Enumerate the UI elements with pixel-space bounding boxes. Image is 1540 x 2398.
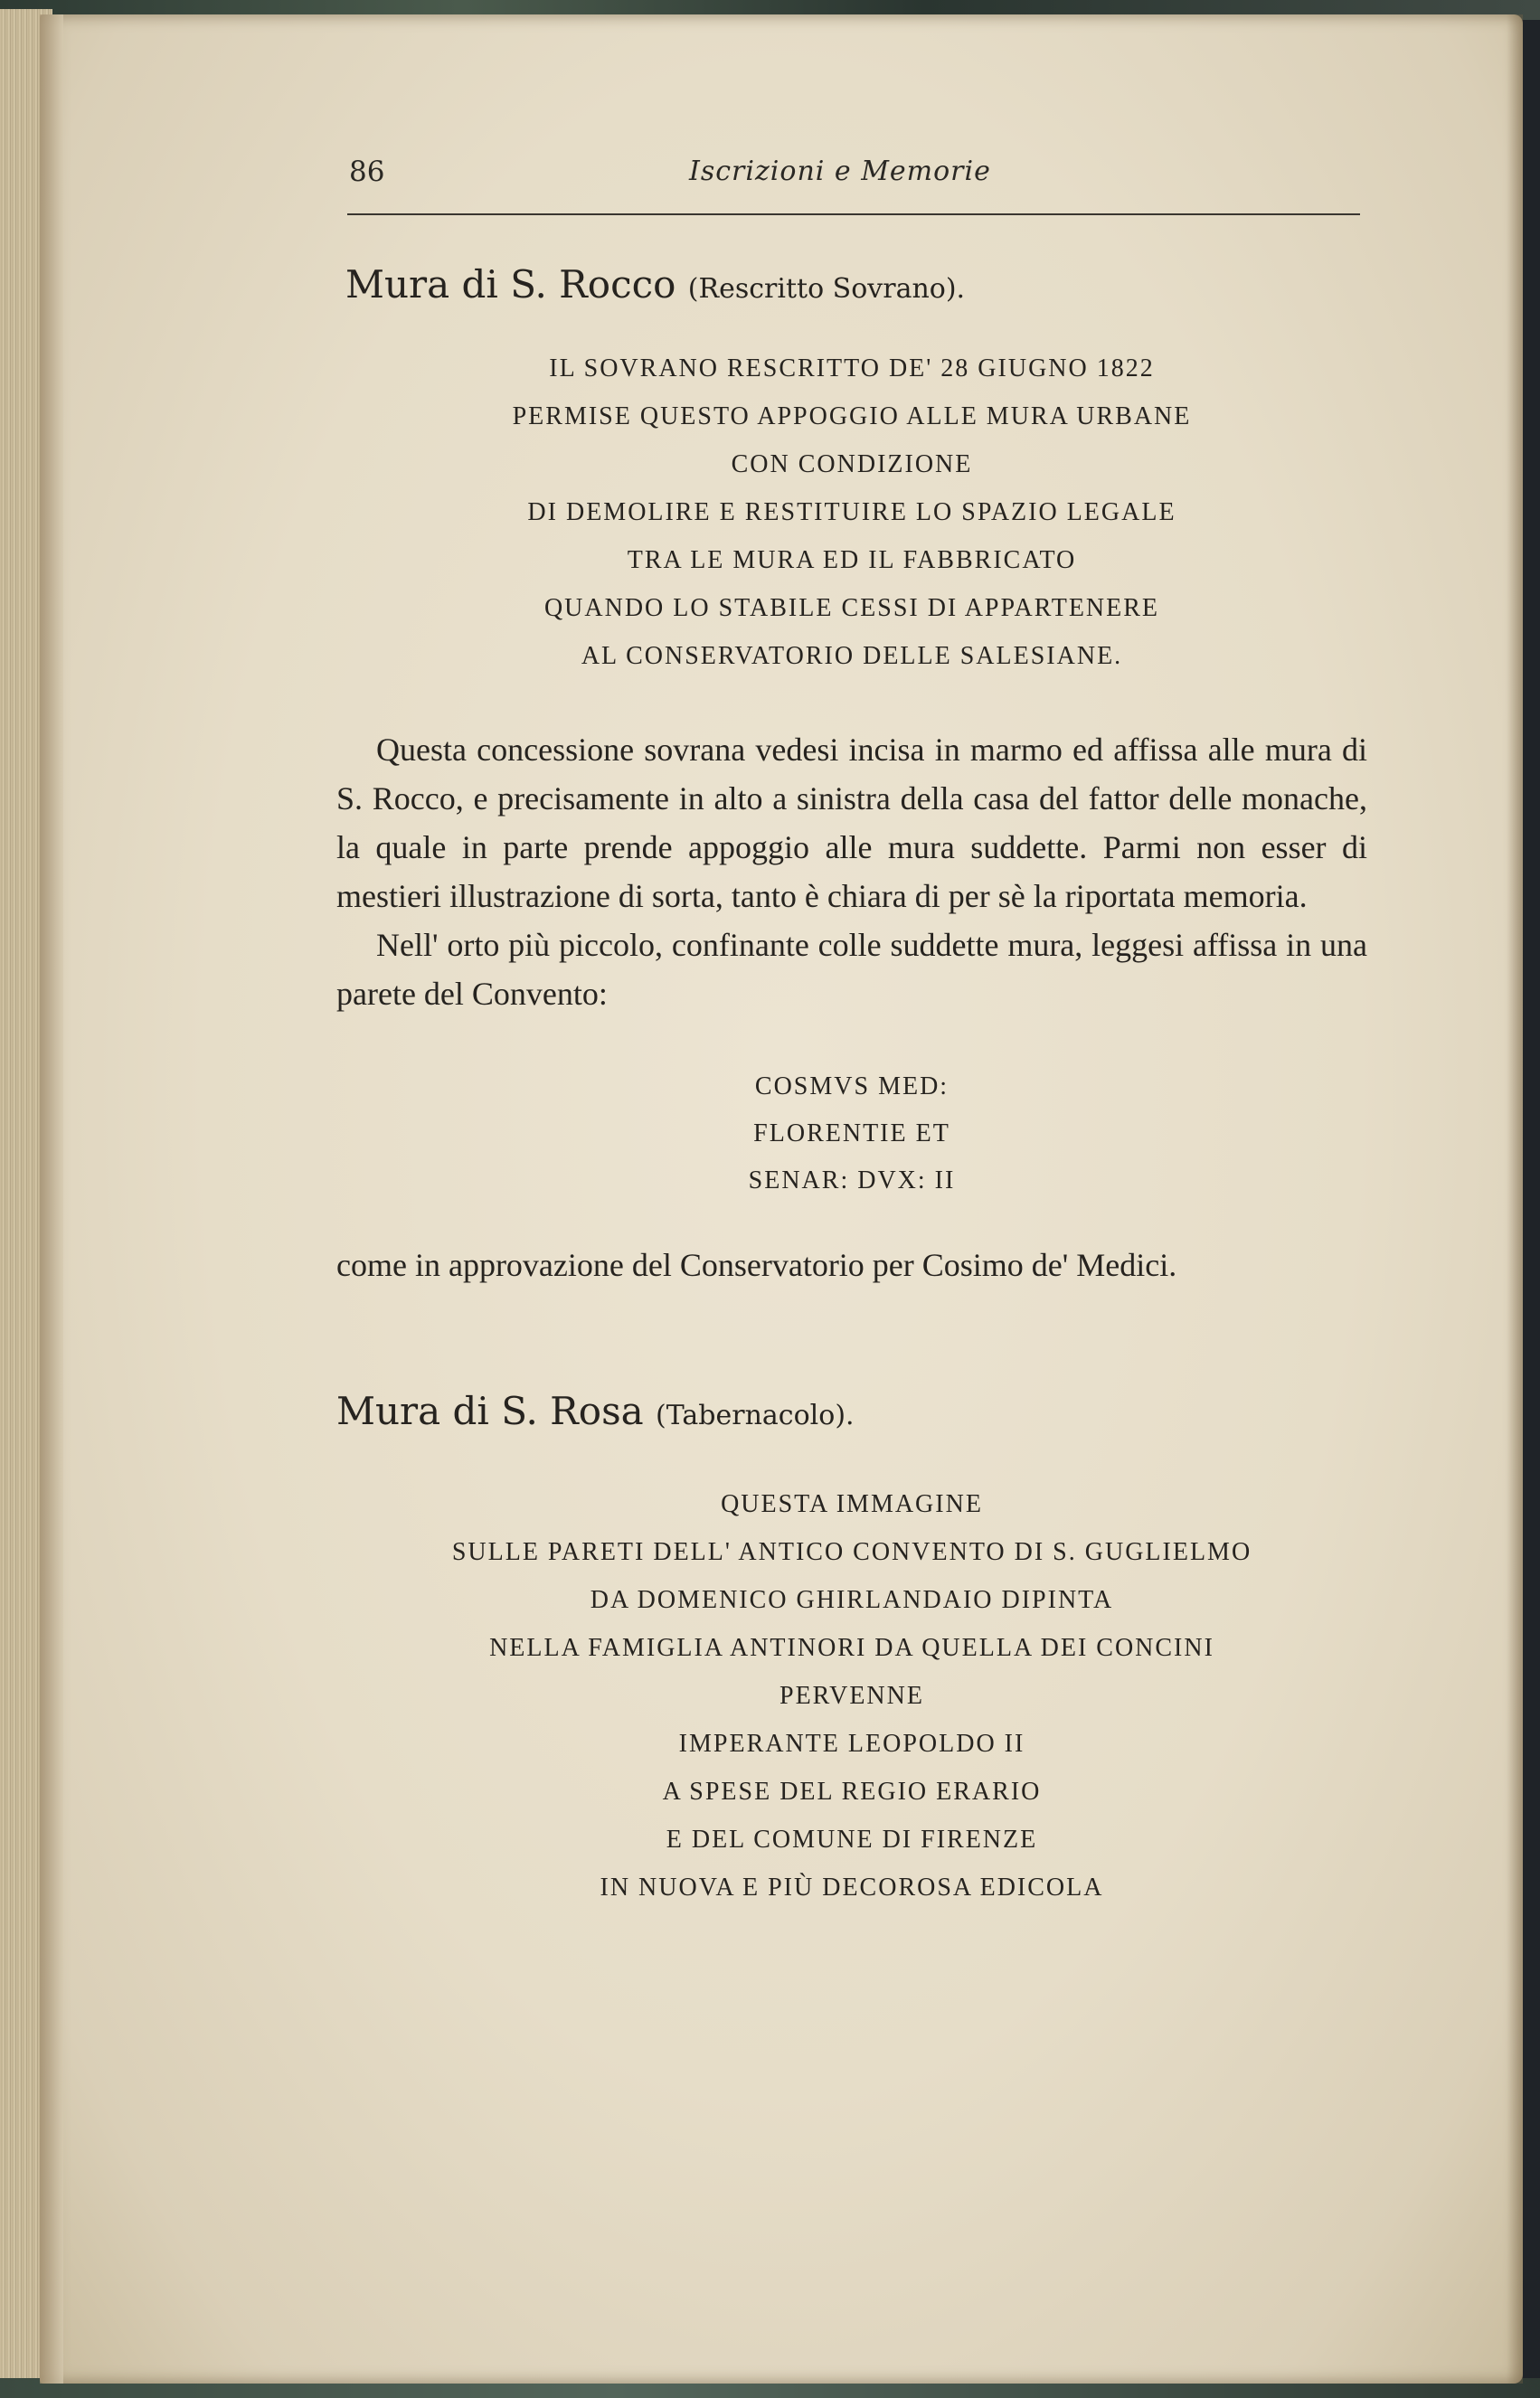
section-subtitle: (Rescritto Sovrano). (687, 273, 966, 305)
inscription-line: IMPERANTE LEOPOLDO II (678, 1730, 1025, 1758)
section-title-s-rocco (345, 253, 1367, 321)
header-rule (347, 213, 1360, 215)
inscription-line: QUANDO LO STABILE CESSI DI APPARTENERE (543, 594, 1160, 622)
inscription-line: AL CONSERVATORIO DELLE SALESIANE. (581, 642, 1123, 670)
inscription-line: PERVENNE (779, 1682, 924, 1710)
inscription-line: NELLA FAMIGLIA ANTINORI DA QUELLA DEI CONCINI (489, 1634, 1214, 1662)
page-gutter (40, 14, 63, 2384)
inscription-line: IL SOVRANO RESCRITTO DE' 28 GIUGNO 1822 (549, 354, 1155, 382)
inscription-line: CON CONDIZIONE (731, 450, 973, 478)
latin-line: COSMVS MED: (754, 1072, 950, 1100)
inscription-line: E DEL COMUNE DI FIRENZE (666, 1826, 1038, 1854)
latin-line: SENAR: DVX: II (748, 1166, 956, 1194)
paragraph-orto: Nell' orto più piccolo, confinante colle suddette mura, leggesi affissa in una parete del Convento: (336, 927, 1367, 1012)
paragraph-concessione: Questa concessione sovrana vedesi incisa in marmo ed affissa alle mura di S. Rocco, e precisamente in alto a sinistra della casa del fattor delle monache, la quale in parte prende appoggio alle mura suddette. Parmi non esser di mestieri illustrazione di sorta, tanto è chiara di per sè la riportata memoria. (336, 732, 1367, 914)
latin-inscription (336, 1063, 1367, 1204)
section-title-text: Mura di S. Rosa (336, 1389, 644, 1433)
body-text (336, 725, 1367, 1018)
inscription-line: IN NUOVA E PIÙ DECOROSA EDICOLA (600, 1874, 1104, 1902)
running-title: Iscrizioni e Memorie (689, 156, 991, 187)
section-title-text: Mura di S. Rocco (345, 262, 676, 307)
inscription-line: TRA LE MURA ED IL FABBRICATO (627, 546, 1077, 574)
closing-line: come in approvazione del Conservatorio per Cosimo de' Medici. (336, 1247, 1177, 1283)
inscription-s-rocco (336, 345, 1367, 680)
page-right-edge (1507, 14, 1523, 2384)
inscription-line: DA DOMENICO GHIRLANDAIO DIPINTA (590, 1586, 1114, 1614)
inscription-line: PERMISE QUESTO APPOGGIO ALLE MURA URBANE (512, 402, 1192, 430)
inscription-s-rosa (336, 1480, 1367, 1912)
inscription-line: QUESTA IMMAGINE (721, 1490, 983, 1518)
running-head (309, 156, 1362, 192)
inscription-line: SULLE PARETI DELL' ANTICO CONVENTO DI S. GUGLIELMO (451, 1538, 1252, 1566)
page-number: 86 (349, 156, 385, 188)
inscription-line: A SPESE DEL REGIO ERARIO (662, 1778, 1042, 1806)
latin-line: FLORENTIE ET (753, 1119, 950, 1147)
page-content (336, 253, 1367, 1912)
inscription-line: DI DEMOLIRE E RESTITUIRE LO SPAZIO LEGALE (527, 498, 1176, 526)
section-subtitle: (Tabernacolo). (656, 1400, 855, 1431)
section-title-s-rosa (336, 1380, 1367, 1448)
